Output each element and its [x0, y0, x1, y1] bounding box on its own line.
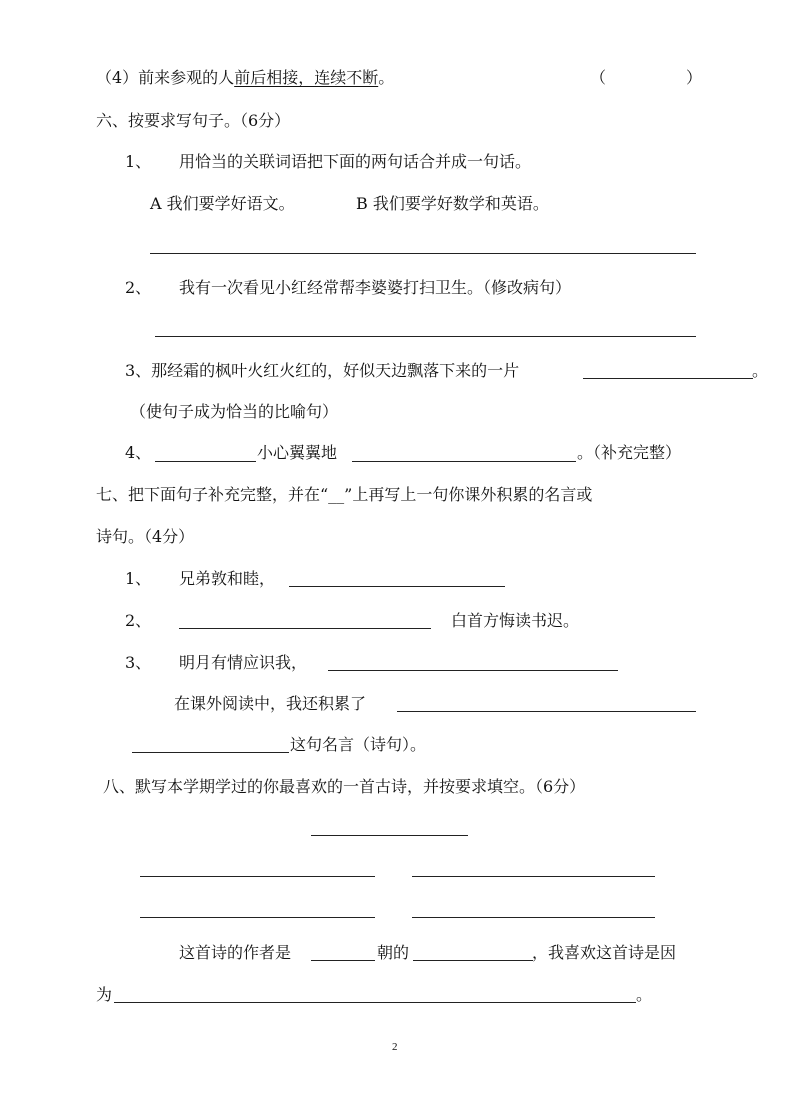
s6-q1-text: 用恰当的关联词语把下面的两句话合并成一句话。 — [179, 152, 532, 171]
s6-q1-number: 1、 — [125, 152, 152, 171]
s7-extra-line-1: 在课外阅读中，我还积累了 — [174, 694, 367, 713]
s6-q4-end: 。（补充完整） — [577, 443, 682, 462]
poem-line-1-blank[interactable] — [140, 876, 375, 877]
poem-line-2-blank[interactable] — [412, 876, 655, 877]
author-blank[interactable] — [413, 960, 533, 961]
s8-reason-text: 为 — [96, 985, 113, 1004]
section-6-title: 六、按要求写句子。（6分） — [96, 111, 291, 130]
s8-author-text-b: 朝的 — [377, 943, 410, 962]
s6-q1-answer-line[interactable] — [150, 253, 696, 254]
q5-4-prefix: （4）前来参观的人 — [96, 68, 235, 87]
s7-q3-text: 明月有情应识我， — [179, 653, 308, 672]
s6-q4-blank-2[interactable] — [352, 461, 576, 462]
s6-q2-answer-line[interactable] — [155, 336, 696, 337]
s7-q1-text: 兄弟敦和睦， — [179, 569, 276, 588]
section-7-title-line-2: 诗句。（4分） — [96, 527, 195, 546]
s6-q1-sentence-b: B 我们要学好数学和英语。 — [356, 194, 549, 213]
s6-q3-text: 3、那经霜的枫叶火红火红的，好似天边飘落下来的一片 — [125, 361, 520, 380]
s8-author-text-a: 这首诗的作者是 — [179, 943, 292, 962]
poem-line-4-blank[interactable] — [412, 917, 655, 918]
section-7-title-line-1: 七、把下面句子补充完整，并在“__”上再写上一句你课外积累的名言或 — [96, 485, 593, 504]
s6-q3-end: 。 — [752, 361, 769, 380]
s6-q4-blank-1[interactable] — [155, 461, 256, 462]
question-5-4 — [96, 68, 394, 88]
s7-q1-number: 1、 — [125, 569, 152, 588]
page-number: 2 — [392, 1041, 398, 1053]
answer-paren: （ ） — [590, 68, 703, 87]
s6-q2-text: 我有一次看见小红经常帮李婆婆打扫卫生。（修改病句） — [179, 278, 572, 297]
s7-extra-blank-1[interactable] — [397, 711, 696, 712]
s6-q4-number: 4、 — [125, 443, 152, 462]
s7-q3-number: 3、 — [125, 653, 152, 672]
s7-extra-line-2: 这句名言（诗句）。 — [290, 735, 427, 754]
reason-blank[interactable] — [114, 1002, 636, 1003]
q5-4-underlined: 前后相接，连续不断 — [234, 68, 379, 87]
s7-extra-blank-2[interactable] — [132, 752, 289, 753]
s8-reason-end: 。 — [636, 985, 653, 1004]
q5-4-suffix: 。 — [378, 68, 395, 87]
s6-q1-sentence-a: A 我们要学好语文。 — [150, 194, 295, 213]
section-8-title: 八、默写本学期学过的你最喜欢的一首古诗，并按要求填空。（6分） — [103, 777, 586, 796]
s7-q2-blank[interactable] — [179, 628, 431, 629]
s8-author-text-c: ，我喜欢这首诗是因 — [532, 943, 677, 962]
s7-q1-blank[interactable] — [289, 586, 505, 587]
s6-q3-blank[interactable] — [583, 378, 753, 379]
s6-q2-number: 2、 — [125, 278, 152, 297]
s6-q4-middle: 小心翼翼地 — [257, 443, 338, 462]
s6-q3-note: （使句子成为恰当的比喻句） — [130, 402, 339, 421]
dynasty-blank[interactable] — [311, 960, 375, 961]
s7-q2-text: 白首方悔读书迟。 — [451, 611, 580, 630]
s7-q2-number: 2、 — [125, 611, 152, 630]
poem-title-blank[interactable] — [311, 835, 468, 836]
poem-line-3-blank[interactable] — [140, 917, 375, 918]
s7-q3-blank[interactable] — [328, 670, 618, 671]
